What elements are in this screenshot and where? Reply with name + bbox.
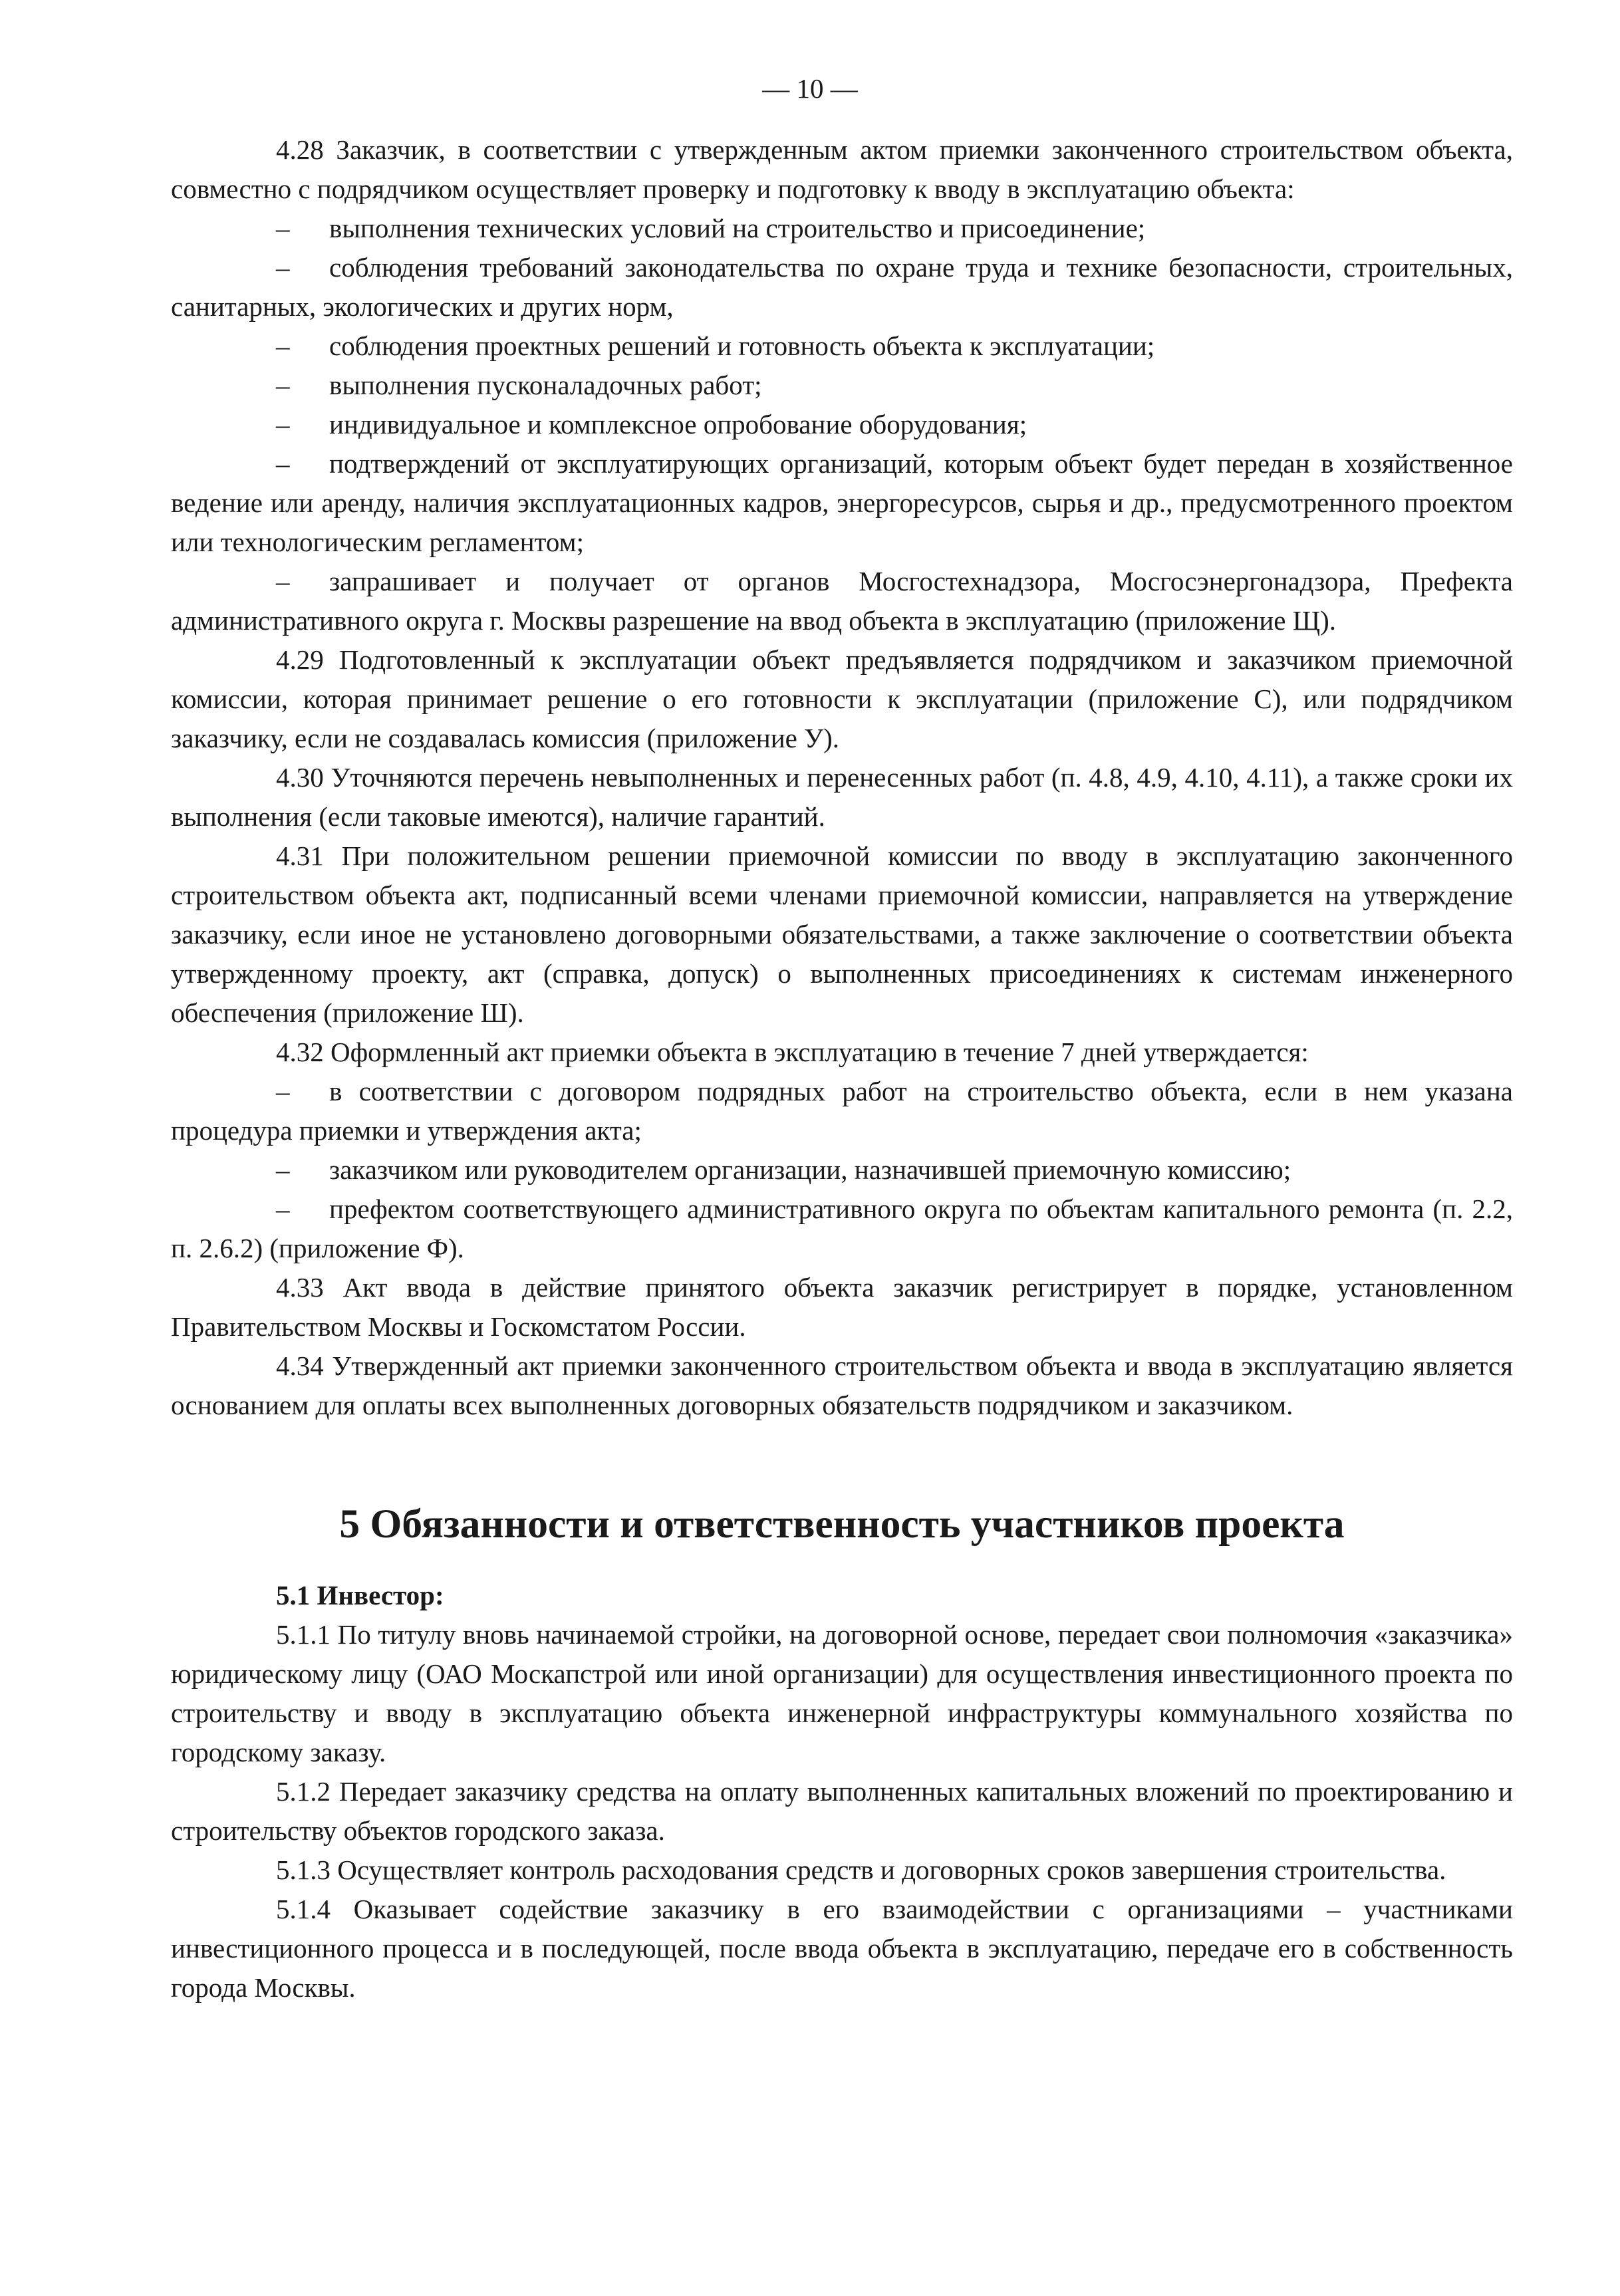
list-item-text: индивидуальное и комплексное опробование оборудования;	[329, 409, 1027, 440]
subsection-5-1-heading: 5.1 Инвестор:	[276, 1580, 444, 1610]
dash-marker: –	[276, 409, 290, 440]
paragraph-5-1-3: 5.1.3 Осуществляет контроль расходования средств и договорных сроков завершения строительства.	[276, 1854, 1446, 1885]
list-item-text: запрашивает и получает от органов Мосгостехнадзора, Мосгосэнергонадзора, Префекта административного округа г. Москвы разрешение на ввод объекта в эксплуатацию (приложение Щ).	[171, 566, 1513, 636]
paragraph-5-1-2: 5.1.2 Передает заказчику средства на оплату выполненных капитальных вложений по проектированию и строительству объектов городского заказа.	[171, 1776, 1513, 1846]
dash-marker: –	[276, 1194, 290, 1224]
list-item-text: заказчиком или руководителем организации, назначившей приемочную комиссию;	[329, 1154, 1291, 1185]
document-body	[171, 130, 1513, 2007]
list-item-text: выполнения пусконаладочных работ;	[329, 370, 762, 400]
list-item	[171, 366, 1513, 405]
list-item	[171, 326, 1513, 366]
dash-marker: –	[276, 1154, 290, 1185]
list-item	[171, 1072, 1513, 1150]
list-item	[171, 444, 1513, 562]
list-item-text: выполнения технических условий на строительство и присоединение;	[329, 213, 1146, 243]
paragraph-4-29: 4.29 Подготовленный к эксплуатации объект предъявляется подрядчиком и заказчиком приемочной комиссии, которая принимает решение о его готовности к эксплуатации (приложение С), или подрядчиком заказчику, если не создавалась комиссия (приложение У).	[171, 644, 1513, 753]
paragraph-4-32: 4.32 Оформленный акт приемки объекта в эксплуатацию в течение 7 дней утверждается:	[276, 1037, 1309, 1067]
list-item	[171, 562, 1513, 640]
list-item	[171, 209, 1513, 248]
list-4-28	[171, 209, 1513, 640]
paragraph-5-1-4: 5.1.4 Оказывает содействие заказчику в его взаимодействии с организациями – участниками инвестиционного процесса и в последующей, после ввода объекта в эксплуатацию, передаче его в собственность города Москвы.	[171, 1894, 1513, 2003]
paragraph-4-30: 4.30 Уточняются перечень невыполненных и перенесенных работ (п. 4.8, 4.9, 4.10, 4.11), а также сроки их выполнения (если таковые имеются), наличие гарантий.	[171, 762, 1513, 832]
dash-marker: –	[276, 448, 290, 479]
list-item-text: в соответствии с договором подрядных работ на строительство объекта, если в нем указана процедура приемки и утверждения акта;	[171, 1076, 1513, 1146]
list-item-text: подтверждений от эксплуатирующих организаций, которым объект будет передан в хозяйственное ведение или аренду, наличия эксплуатационных кадров, энергоресурсов, сырья и др., предусмотренного проектом или технологическим регламентом;	[171, 448, 1513, 557]
list-item	[171, 1150, 1513, 1190]
list-4-32	[171, 1072, 1513, 1268]
dash-marker: –	[276, 252, 290, 283]
list-item-text: соблюдения проектных решений и готовность объекта к эксплуатации;	[329, 330, 1155, 361]
dash-marker: –	[276, 213, 290, 243]
list-item	[171, 405, 1513, 444]
section-5-title: 5 Обязанности и ответственность участников проекта	[339, 1501, 1345, 1547]
dash-marker: –	[276, 1076, 290, 1106]
list-item-text: префектом соответствующего административного округа по объектам капитального ремонта (п. 2.2, п. 2.6.2) (приложение Ф).	[171, 1194, 1513, 1263]
paragraph-4-31: 4.31 При положительном решении приемочной комиссии по вводу в эксплуатацию законченного строительством объекта акт, подписанный всеми членами приемочной комиссии, направляется на утверждение заказчику, если иное не установлено договорными обязательствами, а также заключение о соответствии объекта утвержденному проекту, акт (справка, допуск) о выполненных присоединениях к системам инженерного обеспечения (приложение Ш).	[171, 840, 1513, 1028]
dash-marker: –	[276, 566, 290, 596]
list-item	[171, 1190, 1513, 1268]
page-number: — 10 —	[762, 73, 858, 104]
list-item	[171, 248, 1513, 326]
dash-marker: –	[276, 370, 290, 400]
paragraph-4-33: 4.33 Акт ввода в действие принятого объекта заказчик регистрирует в порядке, установленном Правительством Москвы и Госкомстатом России.	[171, 1272, 1513, 1342]
list-item-text: соблюдения требований законодательства по охране труда и технике безопасности, строительных, санитарных, экологических и других норм,	[171, 252, 1513, 322]
dash-marker: –	[276, 330, 290, 361]
paragraph-5-1-1: 5.1.1 По титулу вновь начинаемой стройки, на договорной основе, передает свои полномочия «заказчика» юридическому лицу (ОАО Москапстрой или иной организации) для осуществления инвестиционного проекта по строительству и вводу в эксплуатацию объекта инженерной инфраструктуры коммунального хозяйства по городскому заказу.	[171, 1619, 1513, 1767]
paragraph-4-34: 4.34 Утвержденный акт приемки законченного строительством объекта и ввода в эксплуатацию является основанием для оплаты всех выполненных договорных обязательств подрядчиком и заказчиком.	[171, 1350, 1513, 1420]
paragraph-4-28: 4.28 Заказчик, в соответствии с утвержденным актом приемки законченного строительством объекта, совместно с подрядчиком осуществляет проверку и подготовку к вводу в эксплуатацию объекта:	[171, 134, 1513, 204]
